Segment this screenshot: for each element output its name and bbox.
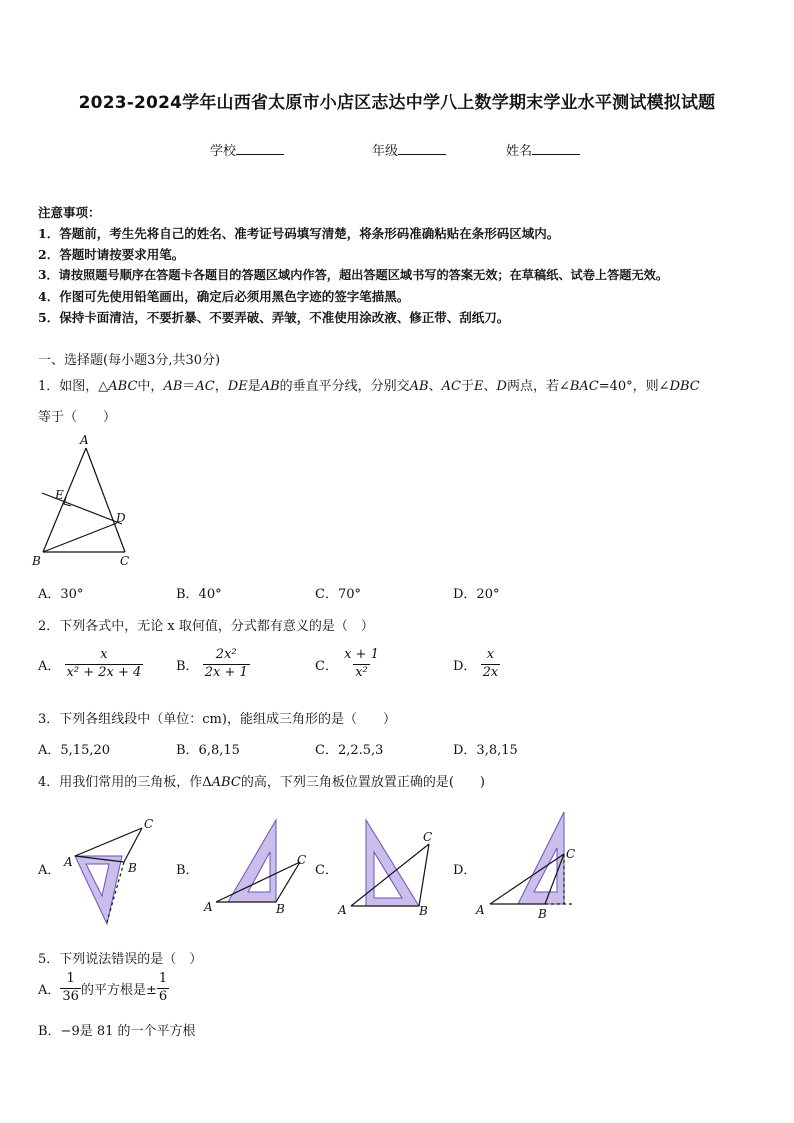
name-field[interactable]	[506, 140, 580, 159]
label-a: A	[80, 433, 89, 447]
q1-option-c[interactable]: C．70°	[315, 587, 361, 602]
q3-option-d[interactable]: D．3,8,15	[453, 743, 518, 758]
label-c: C	[566, 847, 576, 861]
question-1-stem: 1．如图，△ABC中，AB＝AC，DE是AB的垂直平分线，分别交AB、AC于E、D两点，若∠BAC=40°，则∠DBC	[38, 379, 700, 394]
notice-item: 5．保持卡面清洁，不要折暴、不要弄破、弄皱，不准使用涂改液、修正带、刮纸刀。	[38, 310, 510, 325]
q3-option-b[interactable]: B．6,8,15	[176, 743, 240, 758]
q2-option-d[interactable]: D． $\frac{x}{2x}$	[453, 647, 499, 680]
label-b: B	[419, 904, 428, 918]
label-e: E	[55, 488, 64, 502]
side-ac	[86, 448, 125, 552]
label-b: B	[538, 907, 547, 921]
label-a: A	[476, 903, 485, 917]
page-title: 2023-2024学年山西省太原市小店区志达中学八上数学期末学业水平测试模拟试题	[78, 93, 716, 113]
q2-option-c[interactable]: C． $\frac{x + 1}{\text{x²}}$	[315, 647, 379, 680]
grade-blank[interactable]	[398, 142, 446, 155]
notice-item: 3．请按照题号顺序在答题卡各题目的答题区域内作答，超出答题区域书写的答案无效；在草稿纸、试卷上答题无效。	[38, 268, 669, 282]
side-bc	[124, 828, 142, 862]
name-blank[interactable]	[532, 142, 580, 155]
question-4-stem: 4．用我们常用的三角板，作ΔABC的高，下列三角板位置放置正确的是( )	[38, 775, 485, 790]
school-label: 学校	[210, 144, 237, 159]
school-field[interactable]	[210, 140, 284, 159]
label-a: A	[338, 903, 347, 917]
label-b: B	[128, 861, 137, 875]
side-ac	[75, 828, 142, 856]
label-c: C	[423, 830, 433, 844]
q2-option-a[interactable]: A． $\frac{x}{\text{x² + 2x + 4}}$	[38, 647, 142, 680]
question-5-stem: 5．下列说法错误的是（ ）	[38, 952, 203, 967]
notice-heading: 注意事项：	[38, 205, 101, 220]
q1-option-b[interactable]: B．40°	[176, 587, 222, 602]
label-a: A	[64, 855, 73, 869]
notice-item: 4．作图可先使用铅笔画出，确定后必须用黑色字迹的签字笔描黑。	[38, 289, 410, 304]
perpendicular-bisector-de	[42, 493, 122, 524]
label-a: A	[204, 900, 213, 914]
label-c: C	[297, 853, 307, 867]
q4-option-b-label[interactable]: B．	[176, 863, 199, 878]
label-b: B	[276, 902, 285, 916]
label-c: C	[120, 554, 130, 568]
notice-item: 2．答题时请按要求用笔。	[38, 247, 185, 262]
q4-option-d-label[interactable]: D．	[453, 863, 477, 878]
q4-option-c-figure[interactable]	[333, 812, 443, 922]
label-c: C	[144, 817, 154, 831]
name-label: 姓名	[506, 144, 533, 159]
segment-bd	[43, 523, 117, 552]
q5-option-a[interactable]: A． $\frac{1}{36}$ 的平方根是± $\frac{1}{6}$	[38, 971, 168, 1004]
question-3-stem: 3．下列各组线段中（单位：cm)，能组成三角形的是（ ）	[38, 712, 396, 727]
grade-label: 年级	[372, 144, 399, 159]
question-1-stem-line2: 等于（ ）	[38, 410, 117, 425]
q4-option-a-label[interactable]: A．	[38, 863, 61, 878]
question-1-figure	[30, 430, 140, 570]
q4-option-c-label[interactable]: C．	[315, 863, 338, 878]
side-bc	[419, 844, 429, 906]
label-d: D	[116, 511, 126, 525]
q3-option-c[interactable]: C．2,2.5,3	[315, 743, 384, 758]
q4-option-b-figure[interactable]	[200, 812, 320, 917]
school-blank[interactable]	[236, 142, 284, 155]
q1-option-d[interactable]: D．20°	[453, 587, 500, 602]
question-2-stem: 2．下列各式中，无论 x 取何值，分式都有意义的是（ ）	[38, 619, 374, 634]
side-ab	[43, 448, 86, 552]
q5-option-b[interactable]: B．−9是 81 的一个平方根	[38, 1024, 196, 1039]
grade-field[interactable]	[372, 140, 446, 159]
q2-option-b[interactable]: B． $\frac{\text{2x²}}{2x + 1}$	[176, 647, 248, 680]
q4-option-a-figure[interactable]	[60, 812, 165, 927]
label-b: B	[32, 554, 41, 568]
notice-item: 1．答题前，考生先将自己的姓名、准考证号码填写清楚，将条形码准确粘贴在条形码区域内。	[38, 226, 560, 241]
q3-option-a[interactable]: A．5,15,20	[38, 743, 111, 758]
section-heading: 一、选择题(每小题3分,共30分)	[38, 353, 221, 368]
q4-option-d-figure[interactable]	[470, 806, 590, 921]
q1-option-a[interactable]: A．30°	[38, 587, 84, 602]
